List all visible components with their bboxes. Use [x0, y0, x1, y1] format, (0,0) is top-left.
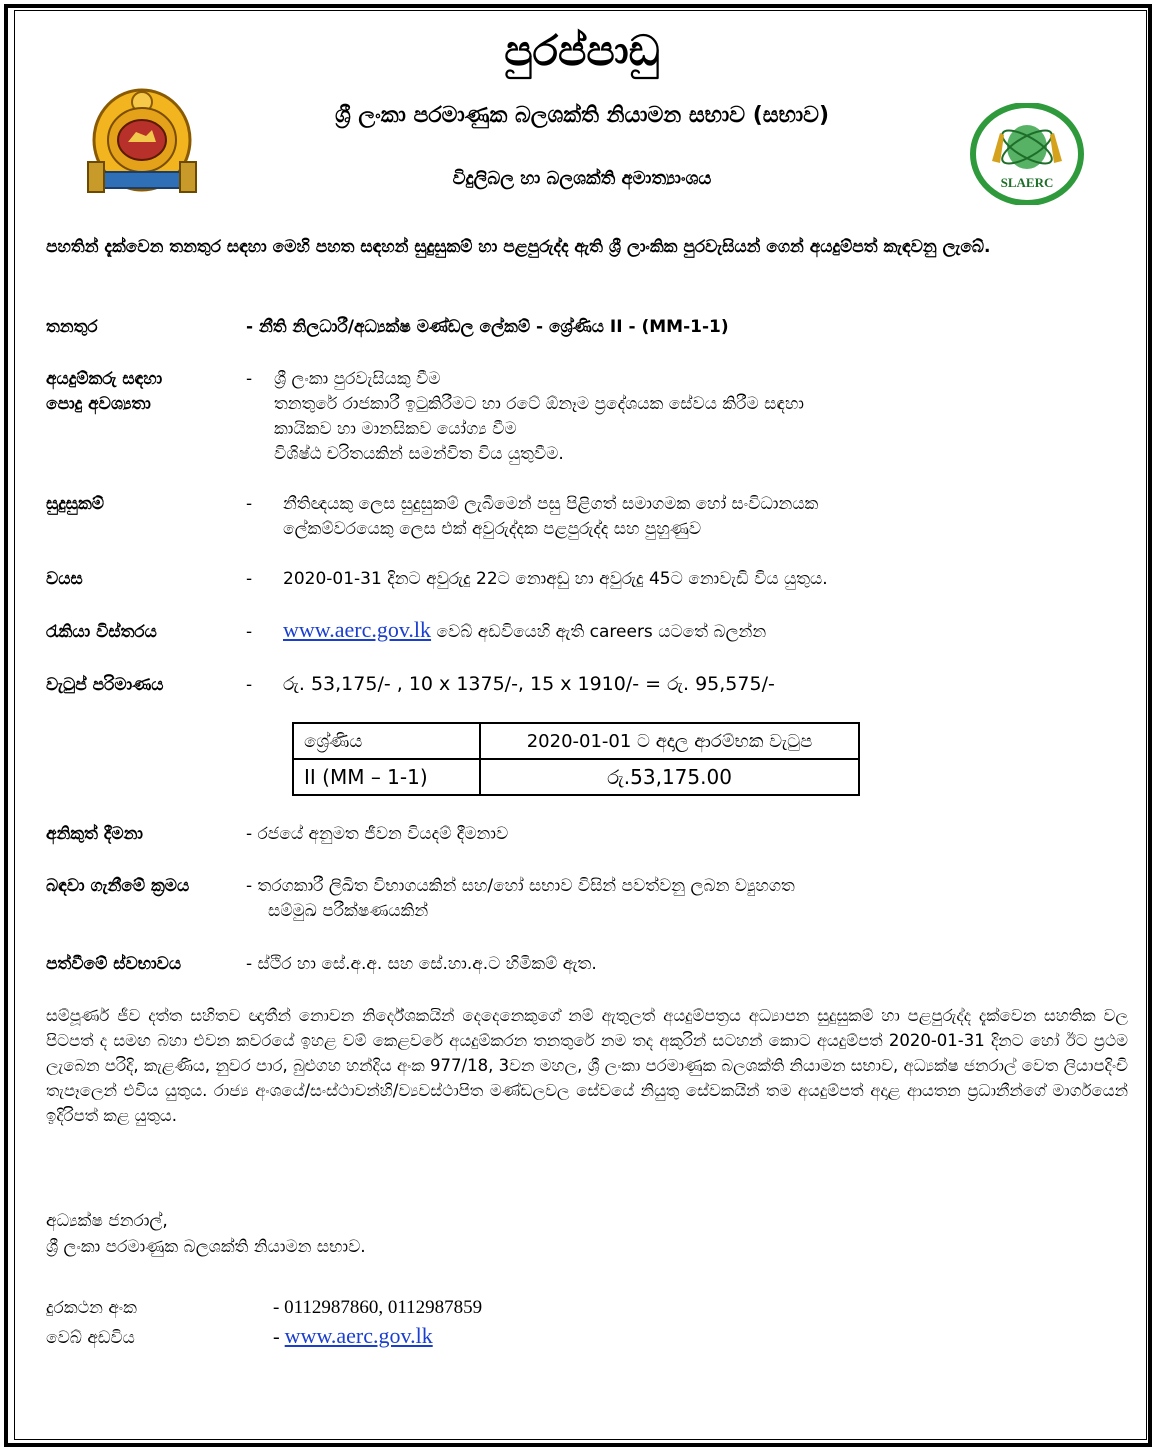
requirements-label-1: අයදුම්කරු සඳහා	[46, 369, 163, 389]
requirements-label-2: පොදු අවශ්‍යතා	[46, 394, 151, 414]
table-row	[293, 759, 859, 795]
requirements-dash: -	[246, 369, 253, 389]
requirement-line: ශ්‍රී ලංකා පුරවැසියකු වීම	[274, 369, 441, 389]
website-label: වෙබ් අඩවිය	[46, 1328, 135, 1348]
qualifications-label: සුදුසුකම්	[46, 494, 105, 514]
qualification-line: ලේකම්වරයෙකු ලෙස එක් අවුරුද්දක පළපුරුද්ද සහ පුහුණුව	[283, 519, 702, 539]
signature-org: ශ්‍රී ලංකා පරමාණුක බලශක්ති නියාමන සභාව.	[46, 1237, 366, 1257]
requirement-line: තනතුරේ රාජකාරී ඉටුකිරීමට හා රටේ ඕනෑම ප්‍රදේශයක සේවය කිරීම සඳහා	[274, 394, 804, 414]
website-dash: -	[273, 1326, 285, 1348]
recruitment-label: බඳවා ගැනීමේ ක්‍රමය	[46, 876, 190, 896]
application-paragraph: සම්පූර්ණ ජීව දත්ත සහිතව ඥාතීන් නොවන නිර්දේශකයින් දෙදෙනෙකුගේ නම් ඇතුලත් අයදුම්පත්‍රය අධ්‍යාපන සුදුසුකම් හා පළපුරුද්ද දැක්වෙන සහතික වල පිටපත් ද සමඟ බහා එවන කවරයේ ඉහළ වම් කෙළවරේ අයදුම්කරන තනතුරේ නම තද අකුරින් සටහන් කොට අයදුම්පත් 2020-01-31 දිනට හෝ ඊට ප්‍රථම ලැබෙන පරිදි, කැළණිය, නුවර පාර, බුළුගහ හන්දිය අංක 977/18, 3වන මහල, ශ්‍රී ලංකා පරමාණුක බලශක්ති නියාමන සභාව, අධ්‍යක්ෂ ජනරාල් වෙත ලියාපදිංචි තැපෑලෙන් එවිය යුතුය. රාජ්‍ය අංශයේ/සංස්ථාවන්හි/ව්‍යවස්ථාපිත මණ්ඩලවල සේවයේ නියුතු සේවකයින් තම අයදුම්පත් අදාළ ආයතන ප්‍රධානීන්ගේ මාර්ගයෙන් ඉදිරිපත් කළ යුතුය.	[46, 1006, 1128, 1125]
qualifications-dash: -	[246, 494, 253, 514]
phone-label: දුරකථන අංක	[46, 1298, 137, 1318]
page-title: පුරප්පාඩු	[504, 26, 660, 75]
age-dash: -	[246, 569, 253, 589]
salary-label: වැටුප් පරිමාණය	[46, 675, 164, 695]
post-label: තනතුර	[46, 317, 98, 337]
signature-title: අධ්‍යක්ෂ ජනරාල්,	[46, 1211, 168, 1231]
table-cell: II (MM – 1-1)	[293, 759, 480, 795]
appointment-value: - ස්ථිර හා සේ.අ.අ. සහ සේ.හා.අ.ට හිමිකම් ඇත.	[246, 954, 597, 974]
qualification-line: නීතිඥයකු ලෙස සුදුසුකම් ලැබීමෙන් පසු පිළිගත් සමාගමක හෝ සංවිධානයක	[283, 494, 819, 514]
slaerc-logo	[970, 103, 1084, 205]
recruitment-line-2: සම්මුඛ පරීක්ෂණයකින්	[268, 901, 429, 921]
organization-name: ශ්‍රී ලංකා පරමාණුක බලශක්ති නියාමන සභාව (සභාව)	[334, 103, 830, 128]
age-value: 2020-01-31 දිනට අවුරුදු 22ට නොඅඩු හා අවුරුදු 45ට නොවැඩි විය යුතුය.	[283, 569, 828, 589]
footer-website-link[interactable]: www.aerc.gov.lk	[284, 1323, 433, 1348]
table-cell: රු.53,175.00	[480, 759, 859, 795]
website-link[interactable]: www.aerc.gov.lk	[283, 617, 432, 642]
requirement-line: කායිකව හා මානසිකව යෝග්‍ය වීම	[274, 419, 517, 439]
recruitment-line-1: - තරගකාරී ලිඛිත විභාගයකින් සහ/හෝ සභාව විසින් පවත්වනු ලබන ව්‍යුහගත	[246, 876, 795, 896]
ministry-name: විදුලිබල හා බලශක්ති අමාත්‍යාංශය	[452, 168, 712, 189]
table-header-row	[293, 723, 859, 759]
table-header: 2020-01-01 ට අදාල ආරම්භක වැටුප	[480, 723, 859, 759]
table-header: ශ්‍රේණිය	[293, 723, 480, 759]
post-value: - නීති නිලධාරී/අධ්‍යක්ෂ මණ්ඩල ලේකම් - ශ්‍රේණිය II - (MM-1-1)	[246, 317, 729, 337]
requirement-line: විශිෂ්ඨ චරිතයකින් සමන්විත විය යුතුවීම.	[274, 444, 564, 464]
phone-value: - 0112987860, 0112987859	[273, 1297, 483, 1318]
job-details-dash: -	[246, 622, 253, 642]
allowances-label: අනිකුත් දීමනා	[46, 824, 143, 844]
job-details-label: රැකියා විස්තරය	[46, 622, 157, 642]
salary-scale: රු. 53,175/- , 10 x 1375/-, 15 x 1910/- = රු. 95,575/-	[283, 673, 775, 695]
allowances-value: - රජයේ අනුමත ජීවන වියදම් දීමනාව	[246, 824, 509, 844]
salary-table	[292, 722, 860, 796]
salary-dash: -	[246, 675, 253, 695]
intro-paragraph: පහතින් දැක්වෙන තනතුර සඳහා මෙහි පහත සඳහන් සුදුසුකම් හා පළපුරුද්ද ඇති ශ්‍රී ලාංකික පුරවැසියන් ගෙන් අයදුම්පත් කැඳවනු ලැබේ.	[46, 237, 991, 257]
logo-text: SLAERC	[1000, 175, 1054, 190]
appointment-label: පත්වීමේ ස්වභාවය	[46, 954, 182, 974]
job-details-suffix: වෙබ් අඩවියෙහි ඇති careers යටතේ බලන්න	[431, 622, 767, 642]
age-label: වයස	[46, 569, 83, 589]
